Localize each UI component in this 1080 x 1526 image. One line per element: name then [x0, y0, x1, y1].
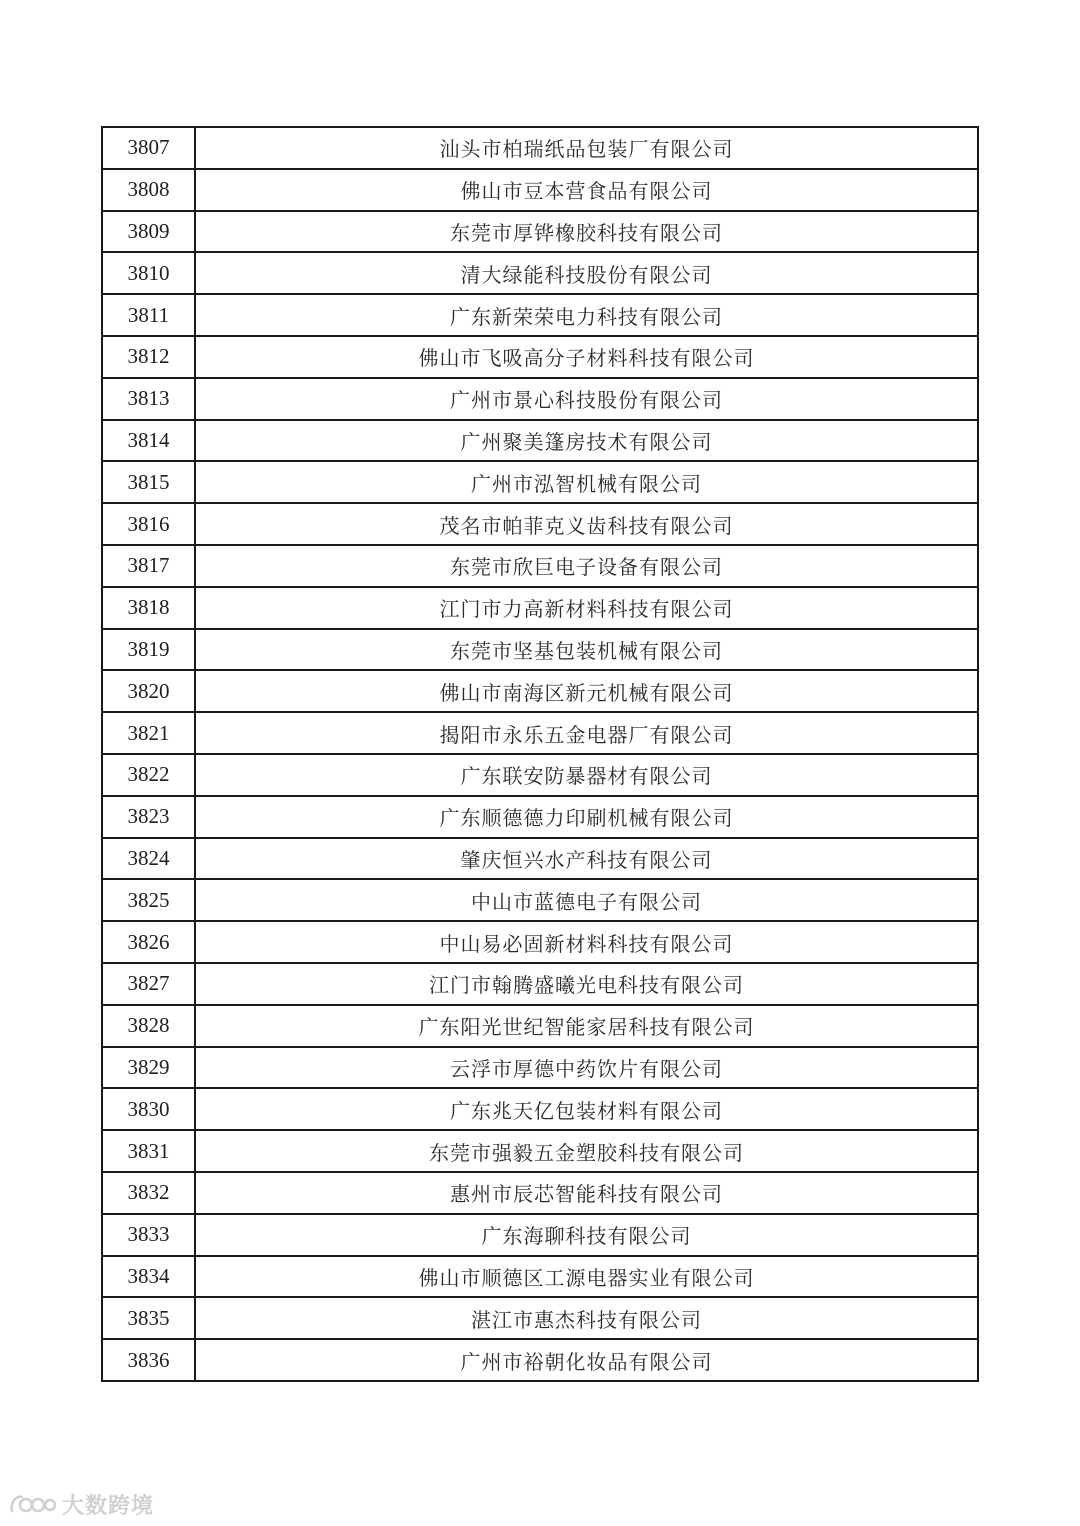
company-name: 东莞市欣巨电子设备有限公司 [195, 545, 978, 587]
row-number: 3807 [102, 127, 195, 169]
row-number: 3826 [102, 921, 195, 963]
table-row [102, 670, 978, 712]
row-number: 3808 [102, 169, 195, 211]
table-row [102, 1047, 978, 1089]
row-number: 3818 [102, 587, 195, 629]
table-row [102, 921, 978, 963]
row-number: 3828 [102, 1005, 195, 1047]
company-name: 佛山市南海区新元机械有限公司 [195, 670, 978, 712]
table-row [102, 252, 978, 294]
table-row [102, 1214, 978, 1256]
row-number: 3814 [102, 420, 195, 462]
table-row [102, 1172, 978, 1214]
row-number: 3817 [102, 545, 195, 587]
row-number: 3812 [102, 336, 195, 378]
row-number: 3821 [102, 712, 195, 754]
table-row [102, 545, 978, 587]
table-row [102, 1005, 978, 1047]
table-row [102, 336, 978, 378]
table-row [102, 879, 978, 921]
table-row [102, 796, 978, 838]
table-row [102, 169, 978, 211]
table-row [102, 754, 978, 796]
table-row [102, 503, 978, 545]
table-row [102, 838, 978, 880]
company-name: 清大绿能科技股份有限公司 [195, 252, 978, 294]
row-number: 3832 [102, 1172, 195, 1214]
table-row [102, 1339, 978, 1381]
watermark [8, 1488, 154, 1520]
row-number: 3815 [102, 461, 195, 503]
company-name: 江门市力高新材料科技有限公司 [195, 587, 978, 629]
table-row [102, 1256, 978, 1298]
table-row [102, 294, 978, 336]
table-row [102, 587, 978, 629]
company-name: 广东联安防暴器材有限公司 [195, 754, 978, 796]
company-name: 广东海聊科技有限公司 [195, 1214, 978, 1256]
company-name: 江门市翰腾盛曦光电科技有限公司 [195, 963, 978, 1005]
company-name: 东莞市厚铧橡胶科技有限公司 [195, 211, 978, 253]
row-number: 3820 [102, 670, 195, 712]
company-name: 佛山市豆本营食品有限公司 [195, 169, 978, 211]
company-name: 中山市蓝德电子有限公司 [195, 879, 978, 921]
company-name: 湛江市惠杰科技有限公司 [195, 1297, 978, 1339]
company-list-table [101, 126, 979, 1382]
row-number: 3831 [102, 1130, 195, 1172]
row-number: 3816 [102, 503, 195, 545]
table-row [102, 127, 978, 169]
table-row [102, 211, 978, 253]
row-number: 3829 [102, 1047, 195, 1089]
company-name: 广东兆天亿包装材料有限公司 [195, 1088, 978, 1130]
company-name: 广州市泓智机械有限公司 [195, 461, 978, 503]
company-name: 中山易必固新材料科技有限公司 [195, 921, 978, 963]
company-name: 东莞市强毅五金塑胶科技有限公司 [195, 1130, 978, 1172]
row-number: 3825 [102, 879, 195, 921]
table-row [102, 1130, 978, 1172]
table-row [102, 629, 978, 671]
row-number: 3823 [102, 796, 195, 838]
row-number: 3810 [102, 252, 195, 294]
row-number: 3827 [102, 963, 195, 1005]
company-name: 东莞市坚基包装机械有限公司 [195, 629, 978, 671]
company-name: 茂名市帕菲克义齿科技有限公司 [195, 503, 978, 545]
company-name: 汕头市柏瑞纸品包装厂有限公司 [195, 127, 978, 169]
company-name: 广州市景心科技股份有限公司 [195, 378, 978, 420]
row-number: 3835 [102, 1297, 195, 1339]
company-name: 揭阳市永乐五金电器厂有限公司 [195, 712, 978, 754]
table-row [102, 420, 978, 462]
table-row [102, 461, 978, 503]
table-row [102, 712, 978, 754]
company-name: 广东阳光世纪智能家居科技有限公司 [195, 1005, 978, 1047]
row-number: 3833 [102, 1214, 195, 1256]
company-name: 惠州市辰芯智能科技有限公司 [195, 1172, 978, 1214]
company-name: 广东顺德德力印刷机械有限公司 [195, 796, 978, 838]
company-name: 佛山市飞吸高分子材料科技有限公司 [195, 336, 978, 378]
row-number: 3830 [102, 1088, 195, 1130]
row-number: 3809 [102, 211, 195, 253]
watermark-text: 大数跨境 [62, 1493, 155, 1519]
row-number: 3813 [102, 378, 195, 420]
table-body [102, 127, 978, 1381]
row-number: 3834 [102, 1256, 195, 1298]
row-number: 3836 [102, 1339, 195, 1381]
company-name: 广州聚美篷房技术有限公司 [195, 420, 978, 462]
table-row [102, 1297, 978, 1339]
row-number: 3811 [102, 294, 195, 336]
company-name: 肇庆恒兴水产科技有限公司 [195, 838, 978, 880]
company-name: 广州市裕朝化妆品有限公司 [195, 1339, 978, 1381]
company-name: 佛山市顺德区工源电器实业有限公司 [195, 1256, 978, 1298]
company-name: 广东新荣荣电力科技有限公司 [195, 294, 978, 336]
row-number: 3819 [102, 629, 195, 671]
table-row [102, 1088, 978, 1130]
table-row [102, 963, 978, 1005]
watermark-logo-icon [8, 1491, 56, 1517]
table-row [102, 378, 978, 420]
row-number: 3822 [102, 754, 195, 796]
company-name: 云浮市厚德中药饮片有限公司 [195, 1047, 978, 1089]
row-number: 3824 [102, 838, 195, 880]
